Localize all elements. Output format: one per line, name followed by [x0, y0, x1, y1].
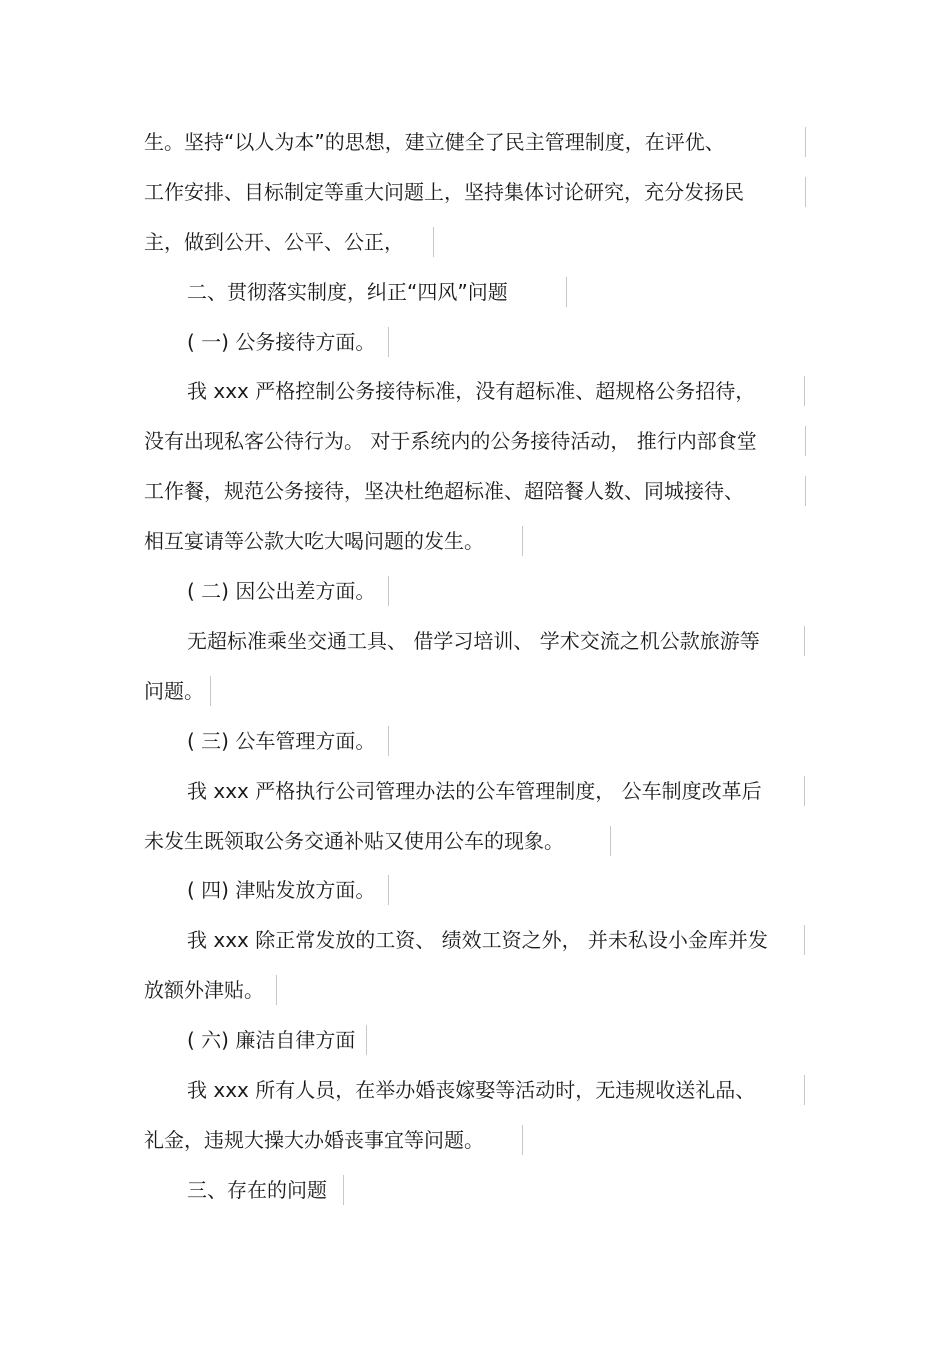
text-line: 未发生既领取公务交通补贴又使用公车的现象。 [144, 826, 611, 856]
text-line: 我 xxx 所有人员，在举办婚丧嫁娶等活动时，无违规收送礼品、 [187, 1075, 805, 1105]
text-line: 我 xxx 除正常发放的工资、 绩效工资之外， 并未私设小金库并发 [187, 925, 805, 955]
text-line: 放额外津贴。 [144, 975, 277, 1005]
text-line: 工作安排、目标制定等重大问题上，坚持集体讨论研究，充分发扬民 [144, 177, 806, 207]
subsection-heading: ( 二) 因公出差方面。 [187, 576, 389, 606]
section-heading: 二、贯彻落实制度，纠正“四风”问题 [187, 277, 567, 307]
text-line: 我 xxx 严格控制公务接待标准，没有超标准、超规格公务招待， [187, 376, 805, 406]
subsection-heading: ( 四) 津贴发放方面。 [187, 875, 389, 905]
text-line: 工作餐，规范公务接待，坚决杜绝超标准、超陪餐人数、同城接待、 [144, 476, 806, 506]
subsection-heading: ( 三) 公车管理方面。 [187, 726, 389, 756]
subsection-heading: ( 六) 廉洁自律方面 [187, 1025, 367, 1055]
text-line: 主，做到公开、公平、公正， [144, 227, 434, 257]
text-line: 问题。 [144, 676, 211, 706]
text-line: 礼金，违规大操大办婚丧事宜等问题。 [144, 1125, 523, 1155]
text-line: 没有出现私客公待行为。 对于系统内的公务接待活动， 推行内部食堂 [144, 426, 806, 456]
text-line: 生。坚持“以人为本”的思想，建立健全了民主管理制度，在评优、 [144, 127, 806, 157]
text-line: 我 xxx 严格执行公司管理办法的公车管理制度， 公车制度改革后 [187, 776, 805, 806]
section-heading: 三、存在的问题 [187, 1175, 344, 1205]
text-line: 无超标准乘坐交通工具、 借学习培训、 学术交流之机公款旅游等 [187, 626, 805, 656]
subsection-heading: ( 一) 公务接待方面。 [187, 327, 389, 357]
text-line: 相互宴请等公款大吃大喝问题的发生。 [144, 526, 523, 556]
